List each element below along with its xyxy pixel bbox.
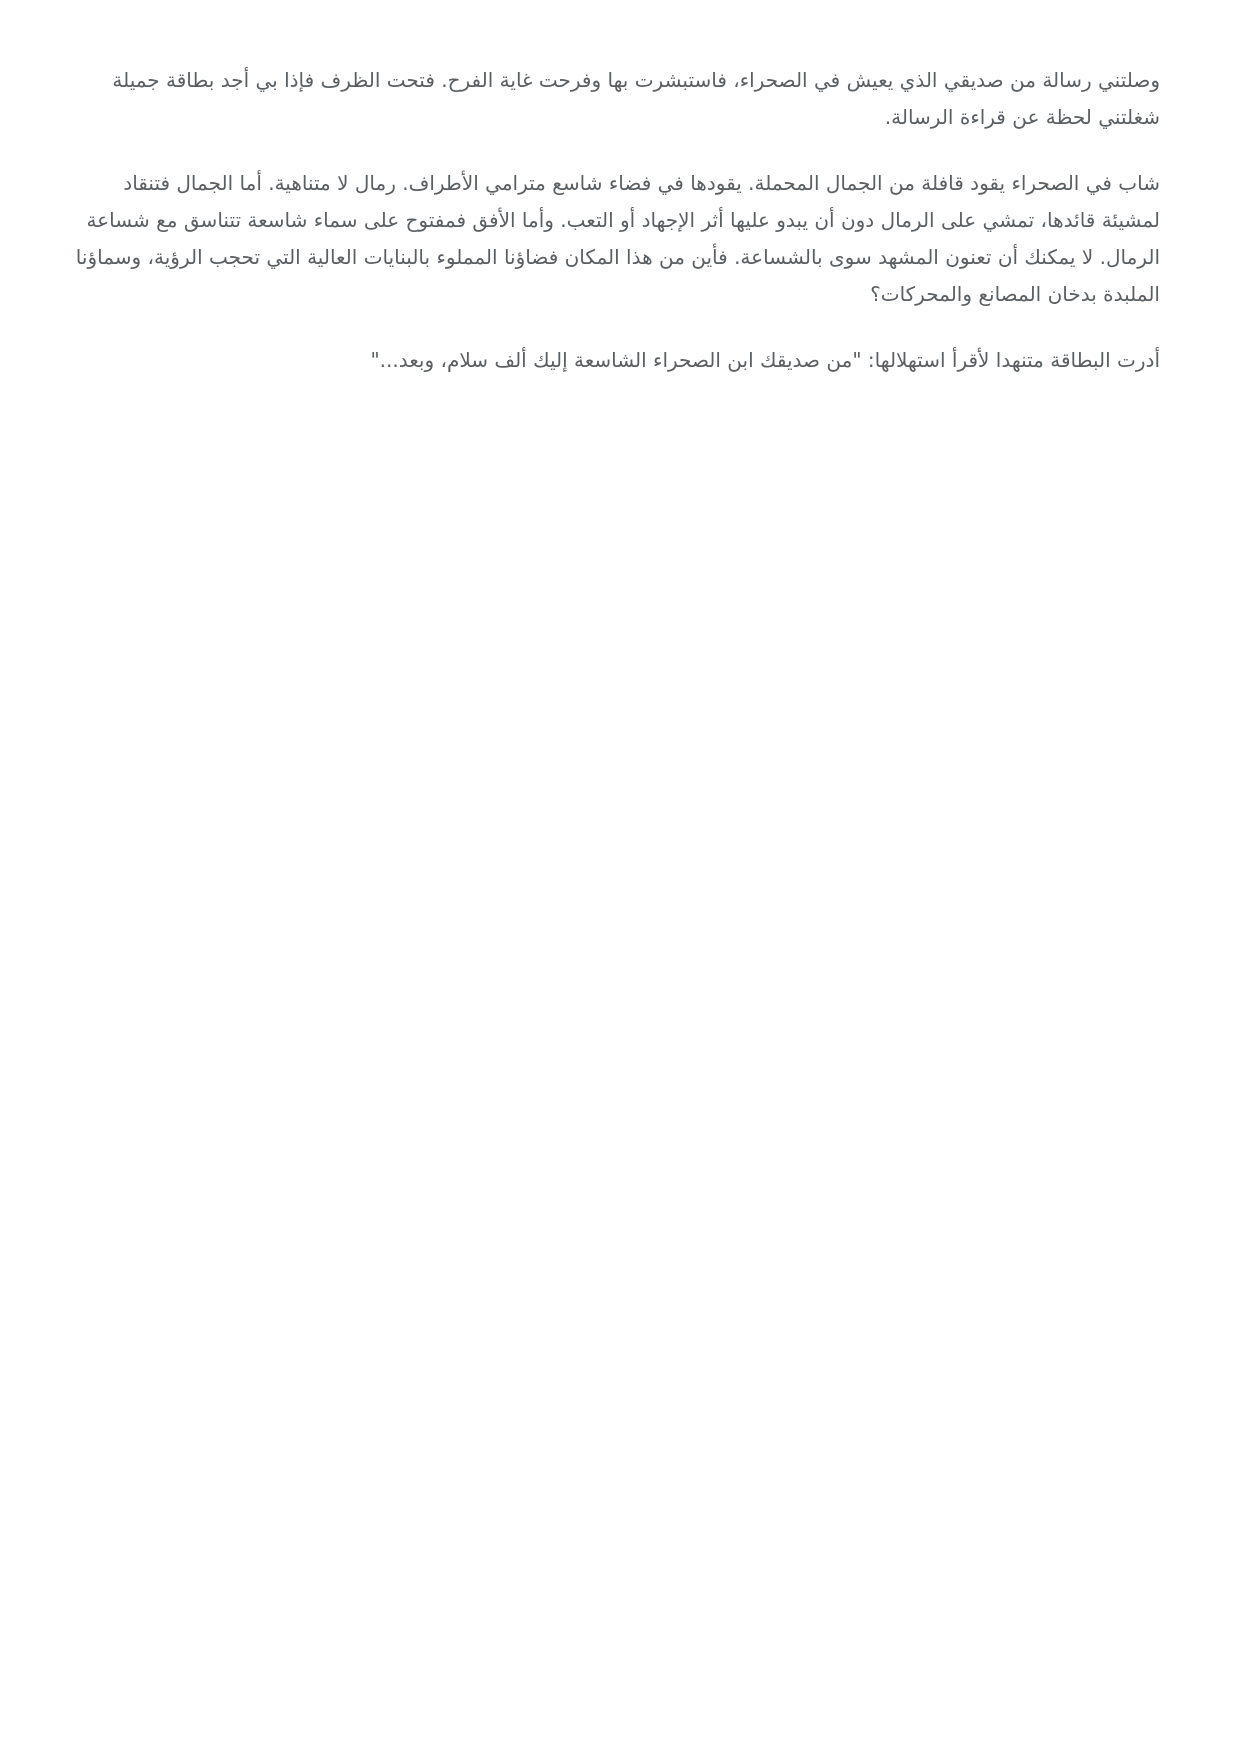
paragraph-letter-arrival: وصلتني رسالة من صديقي الذي يعيش في الصحراء، فاستبشرت بها وفرحت غاية الفرح. فتحت الظرف فإذا بي أجد بطاقة جميلة شغلتني لحظة عن قراءة الرسالة. bbox=[112, 68, 1160, 129]
paragraph-card-description: شاب في الصحراء يقود قافلة من الجمال المحملة. يقودها في فضاء شاسع مترامي الأطراف. رمال لا متناهية. أما الجمال فتنقاد لمشيئة قائدها، تمشي على الرمال دون أن يبدو عليها أثر الإجهاد أو التعب. وأما الأفق فمفتوح على سماء شاسعة تتناسق مع شساعة الرمال. لا يمكنك أن تعنون المشهد سوى بالشساعة. فأين من هذا المكان فضاؤنا المملوء بالبنايات العالية التي تحجب الرؤية، وسماؤنا الملبدة بدخان المصانع والمحركات؟ bbox=[75, 171, 1160, 306]
paragraph-card-greeting: أدرت البطاقة متنهدا لأقرأ استهلالها: "من صديقك ابن الصحراء الشاسعة إليك ألف سلام، وبعد..." bbox=[370, 348, 1160, 372]
